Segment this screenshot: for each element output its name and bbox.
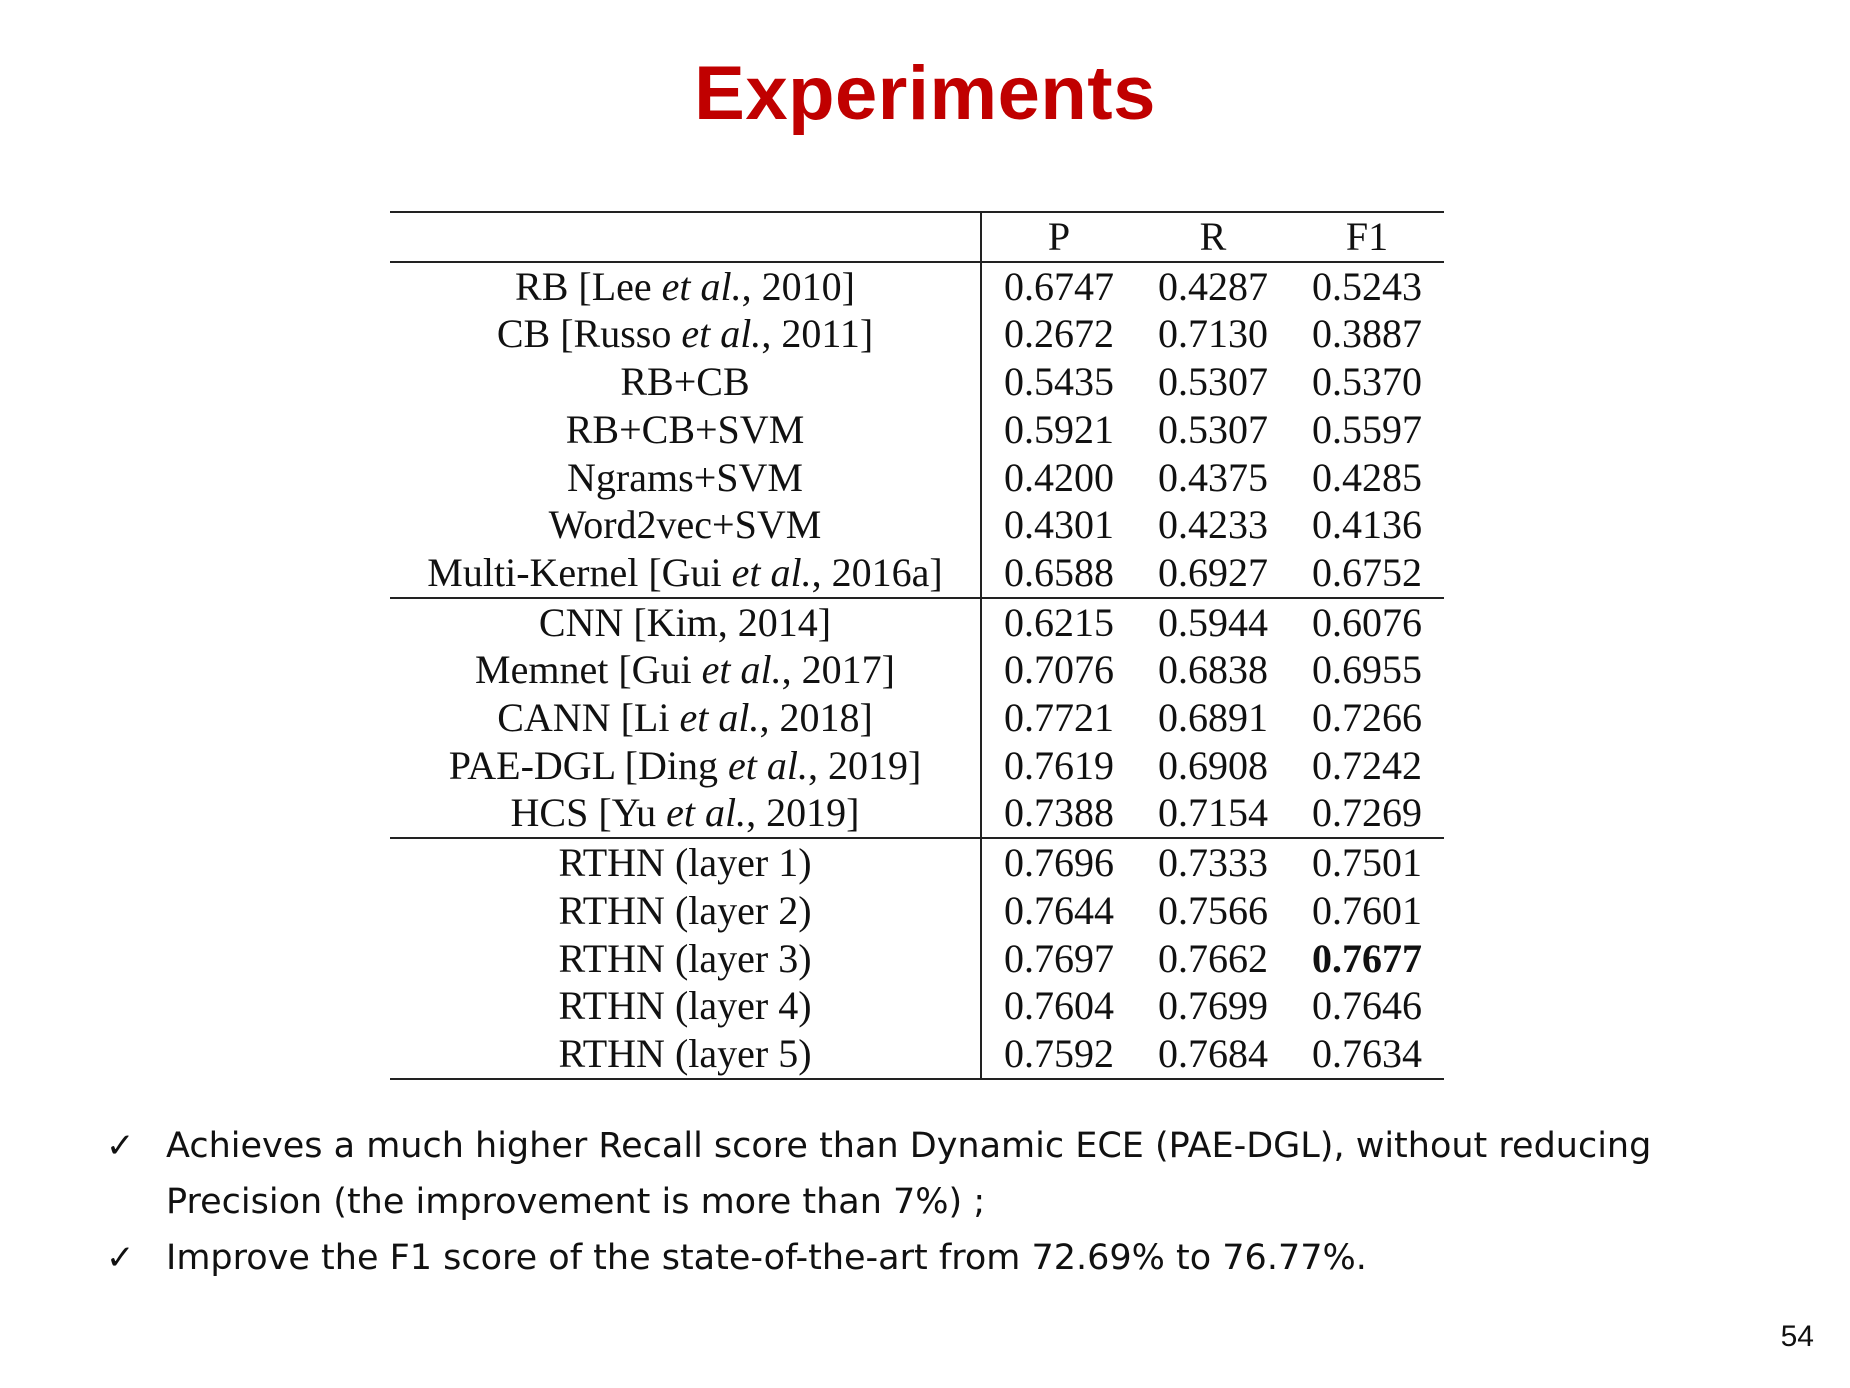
f1-cell: 0.3887 <box>1312 311 1422 357</box>
precision-cell: 0.7388 <box>1004 790 1114 836</box>
method-name: RTHN (layer 3) <box>558 935 812 981</box>
recall-cell: 0.4375 <box>1158 454 1268 500</box>
precision-cell: 0.7619 <box>1004 742 1114 788</box>
method-cell <box>390 406 981 454</box>
method-name: RTHN (layer 5) <box>558 1030 812 1076</box>
table-row <box>390 310 1444 358</box>
f1-cell: 0.6076 <box>1312 599 1422 645</box>
method-name: Ngrams+SVM <box>567 454 803 500</box>
slide-title: Experiments <box>694 51 1156 136</box>
method-name: PAE-DGL [Ding <box>448 742 728 788</box>
precision-cell: 0.7604 <box>1004 983 1114 1029</box>
precision-cell: 0.7644 <box>1004 887 1114 933</box>
recall-cell: 0.5307 <box>1158 406 1268 452</box>
recall-cell: 0.7684 <box>1158 1030 1268 1076</box>
method-cell <box>390 262 981 311</box>
recall-cell: 0.5307 <box>1158 359 1268 405</box>
bullet-item <box>102 1230 1822 1286</box>
precision-cell: 0.7076 <box>1004 647 1114 693</box>
f1-cell: 0.5243 <box>1312 263 1422 309</box>
table-row <box>390 358 1444 406</box>
header-f1: F1 <box>1345 214 1389 259</box>
bullet-item <box>102 1118 1822 1230</box>
table-row <box>390 501 1444 549</box>
method-cell <box>390 454 981 502</box>
precision-cell: 0.5921 <box>1004 406 1114 452</box>
table-row <box>390 887 1444 935</box>
f1-cell: 0.6955 <box>1312 647 1422 693</box>
method-name: CANN [Li <box>497 695 680 741</box>
table-header-row <box>390 212 1444 262</box>
precision-cell: 0.4301 <box>1004 502 1114 548</box>
recall-cell: 0.4287 <box>1158 263 1268 309</box>
precision-cell: 0.7697 <box>1004 935 1114 981</box>
table-row <box>390 838 1444 887</box>
method-cell <box>390 982 981 1030</box>
method-citation-italic: et al. <box>731 549 812 595</box>
method-citation-year: , 2016a] <box>811 549 943 595</box>
table-row <box>390 646 1444 694</box>
f1-cell: 0.7601 <box>1312 887 1422 933</box>
f1-cell: 0.6752 <box>1312 549 1422 595</box>
table-row <box>390 1030 1444 1079</box>
table-row <box>390 406 1444 454</box>
method-name: RB+CB+SVM <box>565 406 805 452</box>
recall-cell: 0.7130 <box>1158 311 1268 357</box>
method-name: RTHN (layer 1) <box>558 840 812 886</box>
method-citation-year: , 2011] <box>761 311 874 357</box>
method-cell <box>390 789 981 838</box>
f1-cell: 0.7634 <box>1312 1030 1422 1076</box>
header-recall: R <box>1199 214 1227 259</box>
f1-cell: 0.4136 <box>1312 502 1422 548</box>
method-cell <box>390 887 981 935</box>
recall-cell: 0.6908 <box>1158 742 1268 788</box>
recall-cell: 0.7662 <box>1158 935 1268 981</box>
recall-cell: 0.4233 <box>1158 502 1268 548</box>
f1-cell: 0.5370 <box>1312 359 1422 405</box>
f1-cell: 0.5597 <box>1312 406 1422 452</box>
method-cell <box>390 501 981 549</box>
method-cell <box>390 742 981 790</box>
precision-cell: 0.4200 <box>1004 454 1114 500</box>
precision-cell: 0.7721 <box>1004 695 1114 741</box>
method-citation-year: , 2018] <box>759 695 873 741</box>
results-table <box>390 211 1444 1080</box>
method-cell <box>390 310 981 358</box>
table-row <box>390 789 1444 838</box>
header-method <box>390 212 981 262</box>
f1-cell: 0.7242 <box>1312 742 1422 788</box>
table-row <box>390 935 1444 983</box>
recall-cell: 0.7699 <box>1158 983 1268 1029</box>
table-row <box>390 598 1444 647</box>
method-citation-italic: et al. <box>727 742 808 788</box>
method-name: Multi-Kernel [Gui <box>427 549 732 595</box>
table-row <box>390 549 1444 598</box>
method-cell <box>390 935 981 983</box>
f1-cell: 0.7646 <box>1312 983 1422 1029</box>
precision-cell: 0.6215 <box>1004 599 1114 645</box>
method-cell <box>390 598 981 647</box>
precision-cell: 0.6588 <box>1004 549 1114 595</box>
recall-cell: 0.6927 <box>1158 549 1268 595</box>
f1-cell: 0.7266 <box>1312 695 1422 741</box>
recall-cell: 0.6838 <box>1158 647 1268 693</box>
table-row <box>390 742 1444 790</box>
method-name: CNN [Kim, 2014] <box>538 599 832 645</box>
method-citation-year: , 2017] <box>781 647 895 693</box>
bullet-text: Improve the F1 score of the state-of-the-art from 72.69% to 76.77%. <box>166 1238 1367 1278</box>
method-name: RTHN (layer 4) <box>558 983 812 1029</box>
f1-cell: 0.7501 <box>1312 840 1422 886</box>
precision-cell: 0.5435 <box>1004 359 1114 405</box>
check-icon: ✓ <box>106 1126 135 1166</box>
recall-cell: 0.6891 <box>1158 695 1268 741</box>
method-citation-year: , 2010] <box>741 263 855 309</box>
method-cell <box>390 646 981 694</box>
recall-cell: 0.5944 <box>1158 599 1268 645</box>
method-citation-italic: et al. <box>666 790 747 836</box>
table-row <box>390 694 1444 742</box>
bullet-text-continued: Precision (the improvement is more than 7%) ; <box>166 1182 986 1222</box>
method-citation-italic: et al. <box>679 695 760 741</box>
header-precision: P <box>1047 214 1071 259</box>
method-name: Word2vec+SVM <box>548 502 822 548</box>
method-name: CB [Russo <box>496 311 682 357</box>
method-citation-italic: et al. <box>701 647 782 693</box>
recall-cell: 0.7154 <box>1158 790 1268 836</box>
bullet-text: Achieves a much higher Recall score than Dynamic ECE (PAE-DGL), without reducing <box>166 1126 1652 1166</box>
method-cell <box>390 838 981 887</box>
f1-cell: 0.7677 <box>1312 935 1422 981</box>
bullet-list <box>102 1118 1822 1286</box>
recall-cell: 0.7333 <box>1158 840 1268 886</box>
f1-cell: 0.4285 <box>1312 454 1422 500</box>
method-name: RTHN (layer 2) <box>558 887 812 933</box>
method-citation-year: , 2019] <box>807 742 922 788</box>
method-name: Memnet [Gui <box>475 647 702 693</box>
method-cell <box>390 1030 981 1079</box>
method-citation-italic: et al. <box>681 311 762 357</box>
method-citation-year: , 2019] <box>746 790 860 836</box>
method-name: RB+CB <box>620 359 750 405</box>
f1-cell: 0.7269 <box>1312 790 1422 836</box>
check-icon: ✓ <box>106 1238 135 1278</box>
precision-cell: 0.6747 <box>1004 263 1114 309</box>
recall-cell: 0.7566 <box>1158 887 1268 933</box>
method-cell <box>390 358 981 406</box>
method-citation-italic: et al. <box>661 263 742 309</box>
page-number: 54 <box>1780 1320 1814 1353</box>
table-row <box>390 454 1444 502</box>
precision-cell: 0.7696 <box>1004 840 1114 886</box>
table-body <box>390 262 1444 1079</box>
table-row <box>390 982 1444 1030</box>
precision-cell: 0.7592 <box>1004 1030 1114 1076</box>
method-cell <box>390 549 981 598</box>
table-row <box>390 262 1444 311</box>
method-cell <box>390 694 981 742</box>
method-name: HCS [Yu <box>510 790 667 836</box>
method-name: RB [Lee <box>515 263 662 309</box>
precision-cell: 0.2672 <box>1004 311 1114 357</box>
